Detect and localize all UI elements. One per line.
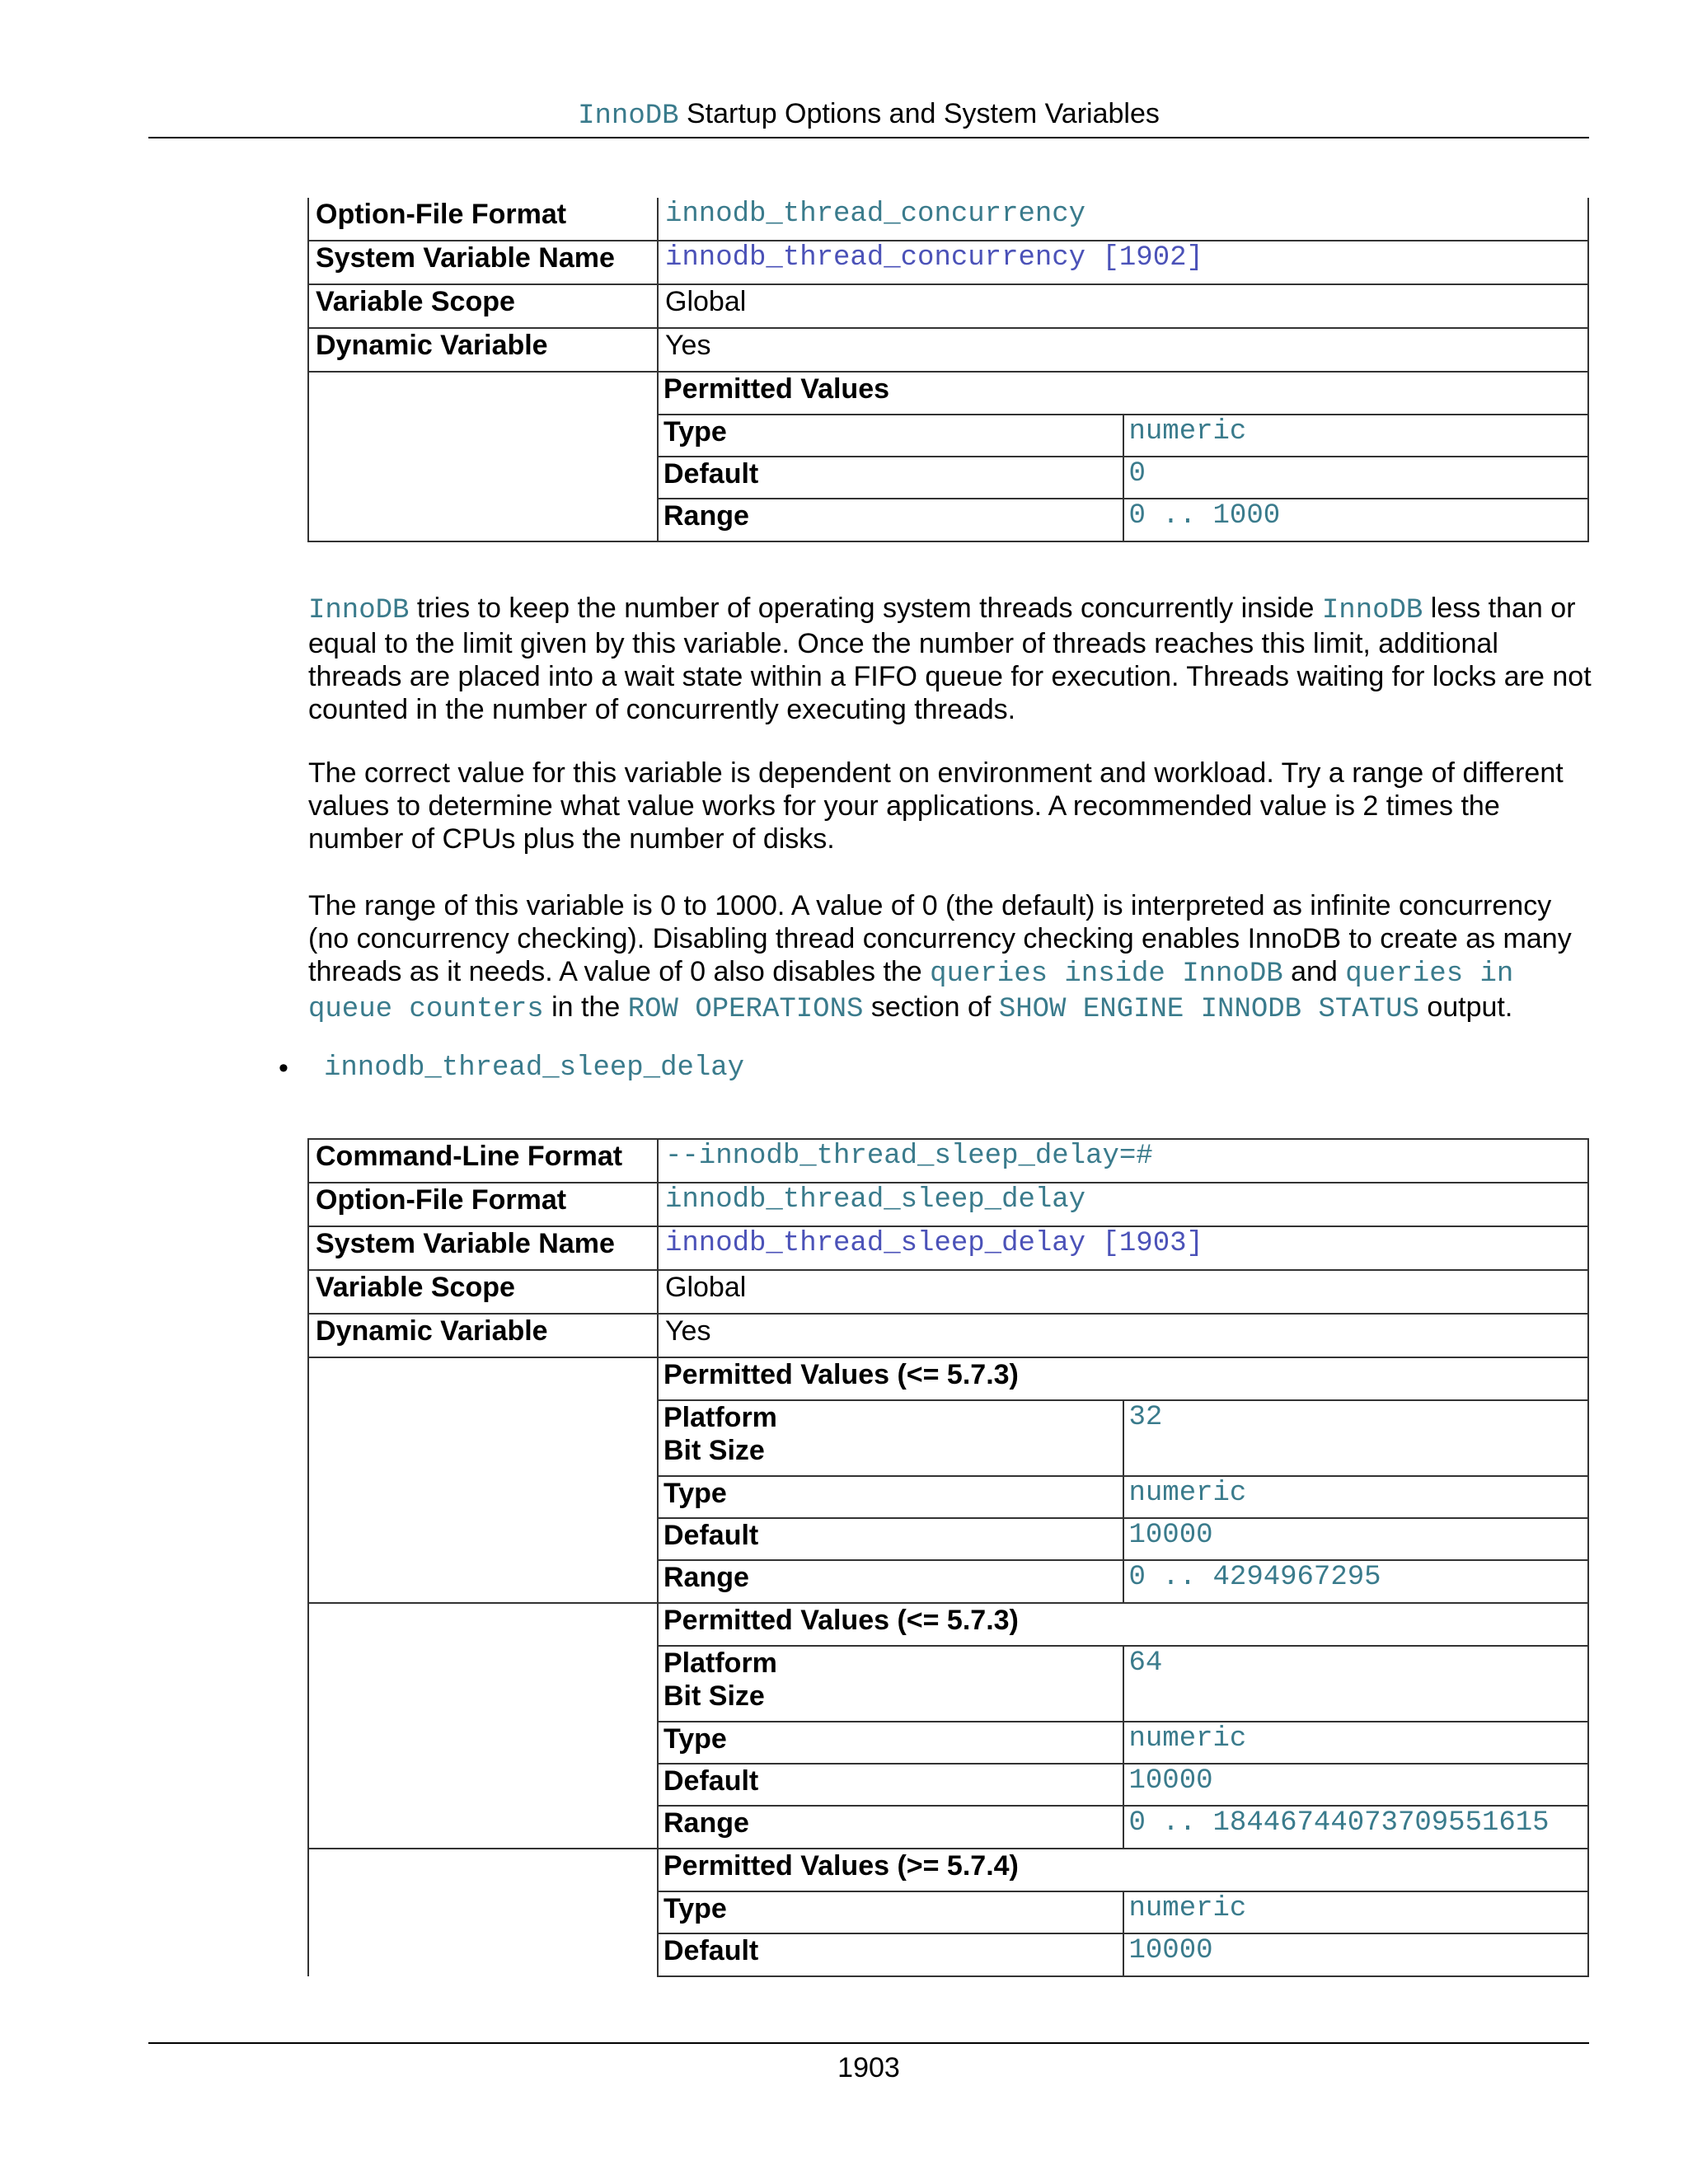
platform-bit-size-value: 32 [1123,1400,1588,1476]
option-file-format-label: Option-File Format [308,1183,658,1226]
type-label: Type [659,1476,1123,1518]
platform-label: Platform [663,1647,777,1679]
default-label: Default [659,457,1123,499]
table-row [308,1226,1588,1270]
bullet-icon: • [279,1052,288,1084]
type-value: numeric [1123,1722,1588,1764]
table-row [308,1357,1588,1603]
permitted-values-heading: Permitted Values (>= 5.7.4) [659,1849,1587,1891]
permitted-values-heading: Permitted Values (<= 5.7.3) [659,1358,1587,1400]
paragraph-text: section of [863,991,999,1023]
permitted-values-table [659,1358,1587,1602]
option-file-format-label: Option-File Format [308,198,658,241]
footer-rule [148,2042,1589,2044]
default-label: Default [659,1933,1123,1975]
header-title: Startup Options and System Variables [686,98,1160,129]
page-number: 1903 [837,2052,900,2083]
command-line-format-value: --innodb_thread_sleep_delay=# [658,1139,1588,1183]
paragraph-text: in the [543,991,628,1023]
range-label: Range [659,1560,1123,1602]
table-row [308,1603,1588,1849]
default-value: 0 [1123,457,1588,499]
table-row [308,284,1588,328]
table-row [308,198,1588,241]
permitted-values-cell [658,1849,1588,1976]
range-label: Range [659,499,1123,541]
paragraph-text: The range of this variable is 0 to 1000. A value of 0 (the default) is interpreted as infinite concurrency (no concurrency checking). Disabling thread concurrency checking enables InnoDB to create as many threads as it needs. A value of 0 also disables the [308,890,1572,987]
paragraph-innodb-threads [308,592,1594,726]
permitted-values-heading: Permitted Values (<= 5.7.3) [659,1604,1587,1646]
variable-scope-label: Variable Scope [308,284,658,328]
dynamic-variable-value: Yes [658,328,1588,372]
inline-code: InnoDB [308,595,410,626]
header-code: InnoDB [578,101,679,132]
range-value: 0 .. 1000 [1123,499,1588,541]
table-row [308,241,1588,284]
paragraph-text: tries to keep the number of operating system threads concurrently inside [409,593,1322,624]
variable-scope-value: Global [658,1270,1588,1314]
range-value: 0 .. 4294967295 [1123,1560,1588,1602]
range-label: Range [659,1806,1123,1848]
table-row [308,372,1588,541]
option-file-format-value: innodb_thread_sleep_delay [658,1183,1588,1226]
paragraph-text: output. [1418,991,1513,1023]
default-value: 10000 [1123,1933,1588,1975]
system-variable-name-label: System Variable Name [308,1226,658,1270]
inline-code: InnoDB [1321,595,1423,626]
running-header [148,92,1589,138]
variable-scope-value: Global [658,284,1588,328]
table-row [308,1314,1588,1357]
paragraph-text: less than or equal to the limit given by this variable. Once the number of threads reaches this limit, additional threads are placed into a wait state within a FIFO queue for execution. Threads waiting for locks are not counted in the number of concurrently executing threads. [308,593,1592,725]
permitted-values-cell [658,1603,1588,1849]
default-value: 10000 [1123,1518,1588,1560]
type-label: Type [659,1891,1123,1933]
table-row [308,1183,1588,1226]
dynamic-variable-value: Yes [658,1314,1588,1357]
type-value: numeric [1123,1476,1588,1518]
innodb-thread-sleep-delay-term: innodb_thread_sleep_delay [324,1052,745,1084]
table-row [308,1849,1588,1976]
permitted-values-heading: Permitted Values [659,373,1587,415]
paragraph-text: and [1282,956,1346,987]
variable-scope-label: Variable Scope [308,1270,658,1314]
platform-bit-size-label [659,1646,1123,1722]
system-variable-name-label: System Variable Name [308,241,658,284]
dynamic-variable-label: Dynamic Variable [308,328,658,372]
inline-code: queries inside InnoDB [930,958,1283,990]
table-row [308,1270,1588,1314]
dynamic-variable-label: Dynamic Variable [308,1314,658,1357]
platform-bit-size-label [659,1400,1123,1476]
platform-label: Platform [663,1402,777,1433]
type-value: numeric [1123,1891,1588,1933]
innodb-thread-sleep-delay-table [307,1138,1589,1977]
default-label: Default [659,1518,1123,1560]
inline-code: queries in queue counters [308,958,1514,1025]
empty-cell [308,372,658,541]
bit-size-label: Bit Size [663,1435,765,1466]
paragraph-correct-value: The correct value for this variable is dependent on environment and workload. Try a range of different values to determine what value works for your applications. A recommended value is 2 times the number of CPUs plus the number of disks. [308,757,1564,855]
paragraph-range [308,889,1594,1026]
type-value: numeric [1123,415,1588,457]
type-label: Type [659,1722,1123,1764]
permitted-values-cell [658,372,1588,541]
type-label: Type [659,415,1123,457]
range-value: 0 .. 18446744073709551615 [1123,1806,1588,1848]
header-rule [148,137,1589,138]
innodb-thread-concurrency-table [307,198,1589,542]
command-line-format-label: Command-Line Format [308,1139,658,1183]
table-row [308,1139,1588,1183]
empty-cell [308,1357,658,1603]
platform-bit-size-value: 64 [1123,1646,1588,1722]
bit-size-label: Bit Size [663,1680,765,1712]
permitted-values-cell [658,1357,1588,1603]
permitted-values-table [659,373,1587,541]
system-variable-name-link[interactable]: innodb_thread_concurrency [1902] [658,241,1588,284]
default-value: 10000 [1123,1764,1588,1806]
inline-code: ROW OPERATIONS [627,994,864,1025]
option-file-format-value: innodb_thread_concurrency [658,198,1588,241]
system-variable-name-link[interactable]: innodb_thread_sleep_delay [1903] [658,1226,1588,1270]
empty-cell [308,1849,658,1976]
inline-code: SHOW ENGINE INNODB STATUS [998,994,1419,1025]
default-label: Default [659,1764,1123,1806]
permitted-values-table [659,1604,1587,1848]
permitted-values-table [659,1849,1587,1975]
table-row [308,328,1588,372]
empty-cell [308,1603,658,1849]
